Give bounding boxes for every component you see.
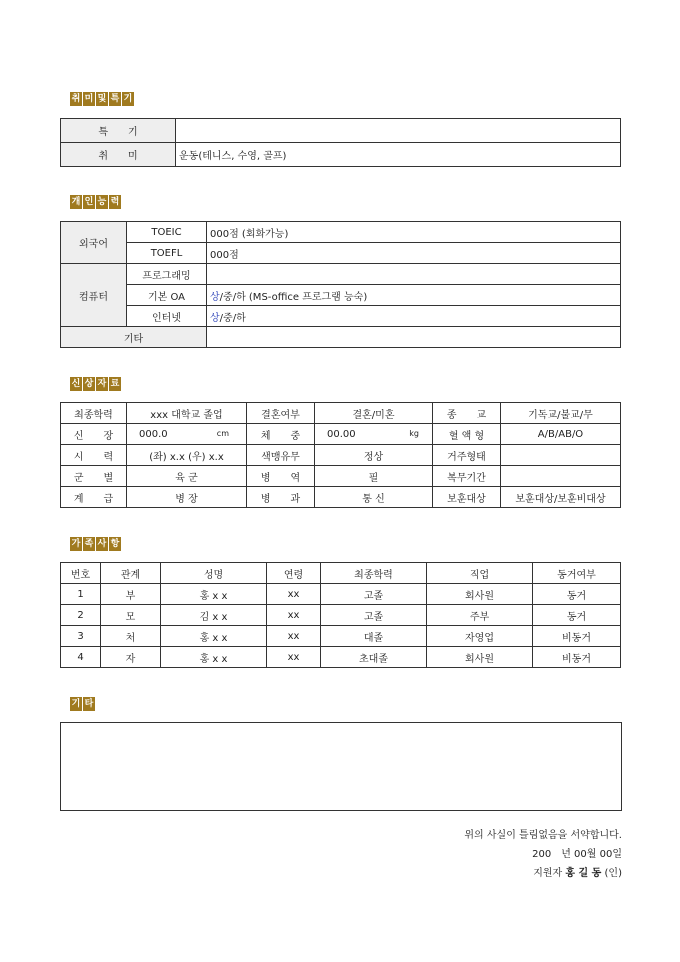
eyesight-label: 시 력: [61, 445, 127, 466]
family-header-relation: 관계: [101, 563, 161, 584]
seal-text: (인): [604, 868, 622, 879]
hobby-table: [60, 118, 621, 167]
section-label-personal: [70, 377, 121, 391]
family-cell: 비동거: [533, 647, 621, 668]
table-row: [61, 243, 621, 264]
etc-box: [60, 722, 622, 811]
residence-label: 거주형태: [433, 445, 501, 466]
table-row: [61, 445, 621, 466]
edu-value: xxx 대학교 졸업: [127, 403, 247, 424]
oa-value: [207, 285, 621, 306]
table-row: [61, 424, 621, 445]
height-label: 신 장: [61, 424, 127, 445]
other-value: [207, 327, 621, 348]
pledge-date: 200 년 00월 00일: [532, 849, 622, 860]
table-row: [61, 605, 621, 626]
family-cell: 대졸: [321, 626, 427, 647]
family-header-education: 최종학력: [321, 563, 427, 584]
toefl-value: 000점: [207, 243, 621, 264]
hobby-label: 취 미: [61, 143, 176, 167]
weight-value: [315, 424, 433, 445]
married-label: 결혼여부: [247, 403, 315, 424]
other-label: 기타: [61, 327, 207, 348]
family-cell: 홍 x x: [161, 584, 267, 605]
toefl-label: TOEFL: [127, 243, 207, 264]
family-cell: 비동거: [533, 626, 621, 647]
family-cell: 4: [61, 647, 101, 668]
section-label-char: 능: [97, 197, 107, 207]
family-cell: xx: [267, 647, 321, 668]
branch-value: 통 신: [315, 487, 433, 508]
oa-level-high: 상: [210, 291, 220, 303]
table-row: [61, 119, 621, 143]
family-cell: 초대졸: [321, 647, 427, 668]
table-row: [61, 403, 621, 424]
section-label-char: 개: [71, 197, 81, 207]
table-row: [61, 285, 621, 306]
table-row: [61, 264, 621, 285]
section-label-char: 료: [110, 379, 120, 389]
family-header-age: 연령: [267, 563, 321, 584]
family-cell: xx: [267, 584, 321, 605]
table-row: [61, 487, 621, 508]
section-label-char: 신: [71, 379, 81, 389]
period-value: [501, 466, 621, 487]
religion-value: 기독교/불교/무: [501, 403, 621, 424]
prog-label: 프로그래밍: [127, 264, 207, 285]
section-label-char: 타: [84, 699, 94, 709]
weight-unit: kg: [409, 428, 419, 438]
oa-level-rest: /중/하 (MS-office 프로그램 능숙): [219, 291, 368, 303]
military-label: 군 별: [61, 466, 127, 487]
family-cell: 회사원: [427, 584, 533, 605]
family-header-job: 직업: [427, 563, 533, 584]
section-label-char: 가: [71, 539, 81, 549]
section-label-char: 상: [84, 379, 94, 389]
family-table: [60, 562, 621, 668]
hobby-value: 운동(테니스, 수영, 골프): [176, 143, 621, 167]
family-cell: 주부: [427, 605, 533, 626]
rank-label: 계 급: [61, 487, 127, 508]
family-header-no: 번호: [61, 563, 101, 584]
section-label-char: 특: [110, 94, 120, 104]
signature-line: [533, 864, 622, 879]
section-label-char: 인: [84, 197, 94, 207]
section-label-char: 력: [110, 197, 120, 207]
section-label-char: 및: [97, 94, 107, 104]
section-label-char: 사: [97, 539, 107, 549]
signer-name: 홍 길 동: [565, 868, 602, 879]
section-label-char: 미: [84, 94, 94, 104]
section-label-char: 족: [84, 539, 94, 549]
eyesight-value: (좌) x.x (우) x.x: [127, 445, 247, 466]
table-row: [61, 466, 621, 487]
section-label-ability: [70, 195, 121, 209]
table-row: [61, 143, 621, 167]
veteran-label: 보훈대상: [433, 487, 501, 508]
blood-label: 혈 액 형: [433, 424, 501, 445]
table-row: [61, 647, 621, 668]
family-cell: 고졸: [321, 584, 427, 605]
personal-table: [60, 402, 621, 508]
colorblind-value: 정상: [315, 445, 433, 466]
weight-number: 00.00: [327, 428, 356, 440]
net-label: 인터넷: [127, 306, 207, 327]
family-cell: xx: [267, 626, 321, 647]
family-cell: 모: [101, 605, 161, 626]
family-cell: 자: [101, 647, 161, 668]
oa-label: 기본 OA: [127, 285, 207, 306]
section-label-char: 자: [97, 379, 107, 389]
height-value: [127, 424, 247, 445]
family-cell: 동거: [533, 584, 621, 605]
signer-label: 지원자: [533, 868, 563, 879]
special-label: 특 기: [61, 119, 176, 143]
table-row: [61, 626, 621, 647]
branch-label: 병 과: [247, 487, 315, 508]
family-header-row: [61, 563, 621, 584]
period-label: 복무기간: [433, 466, 501, 487]
colorblind-label: 색맹유무: [247, 445, 315, 466]
toeic-label: TOEIC: [127, 222, 207, 243]
family-cell: 2: [61, 605, 101, 626]
table-row: [61, 327, 621, 348]
family-cell: 자영업: [427, 626, 533, 647]
family-cell: 동거: [533, 605, 621, 626]
weight-label: 체 중: [247, 424, 315, 445]
section-label-char: 취: [71, 94, 81, 104]
service-value: 필: [315, 466, 433, 487]
section-label-hobby: [70, 92, 134, 106]
height-unit: cm: [216, 428, 229, 438]
net-level-high: 상: [210, 312, 220, 324]
blood-value: A/B/AB/O: [501, 424, 621, 445]
family-cell: 회사원: [427, 647, 533, 668]
family-cell: 3: [61, 626, 101, 647]
family-cell: 1: [61, 584, 101, 605]
prog-value: [207, 264, 621, 285]
religion-label: 종 교: [433, 403, 501, 424]
family-cell: 김 x x: [161, 605, 267, 626]
veteran-value: 보훈대상/보훈비대상: [501, 487, 621, 508]
table-row: [61, 584, 621, 605]
family-cell: 처: [101, 626, 161, 647]
pledge-text: 위의 사실이 틀림없음을 서약합니다.: [464, 830, 622, 841]
family-cell: 고졸: [321, 605, 427, 626]
family-header-cohabit: 동거여부: [533, 563, 621, 584]
residence-value: [501, 445, 621, 466]
section-label-char: 기: [123, 94, 133, 104]
section-label-char: 항: [110, 539, 120, 549]
height-number: 000.0: [139, 428, 168, 440]
edu-label: 최종학력: [61, 403, 127, 424]
lang-label: 외국어: [61, 222, 127, 264]
special-value: [176, 119, 621, 143]
table-row: [61, 306, 621, 327]
rank-value: 병 장: [127, 487, 247, 508]
service-label: 병 역: [247, 466, 315, 487]
military-value: 육 군: [127, 466, 247, 487]
net-level-rest: /중/하: [219, 312, 246, 324]
toeic-value: 000점 (회화가능): [207, 222, 621, 243]
family-cell: 부: [101, 584, 161, 605]
net-value: [207, 306, 621, 327]
family-cell: 홍 x x: [161, 647, 267, 668]
table-row: [61, 222, 621, 243]
married-value: 결혼/미혼: [315, 403, 433, 424]
family-cell: xx: [267, 605, 321, 626]
section-label-char: 기: [71, 699, 81, 709]
ability-table: [60, 221, 621, 348]
section-label-etc: [70, 697, 95, 711]
family-header-name: 성명: [161, 563, 267, 584]
computer-label: 컴퓨터: [61, 264, 127, 327]
family-cell: 홍 x x: [161, 626, 267, 647]
section-label-family: [70, 537, 121, 551]
